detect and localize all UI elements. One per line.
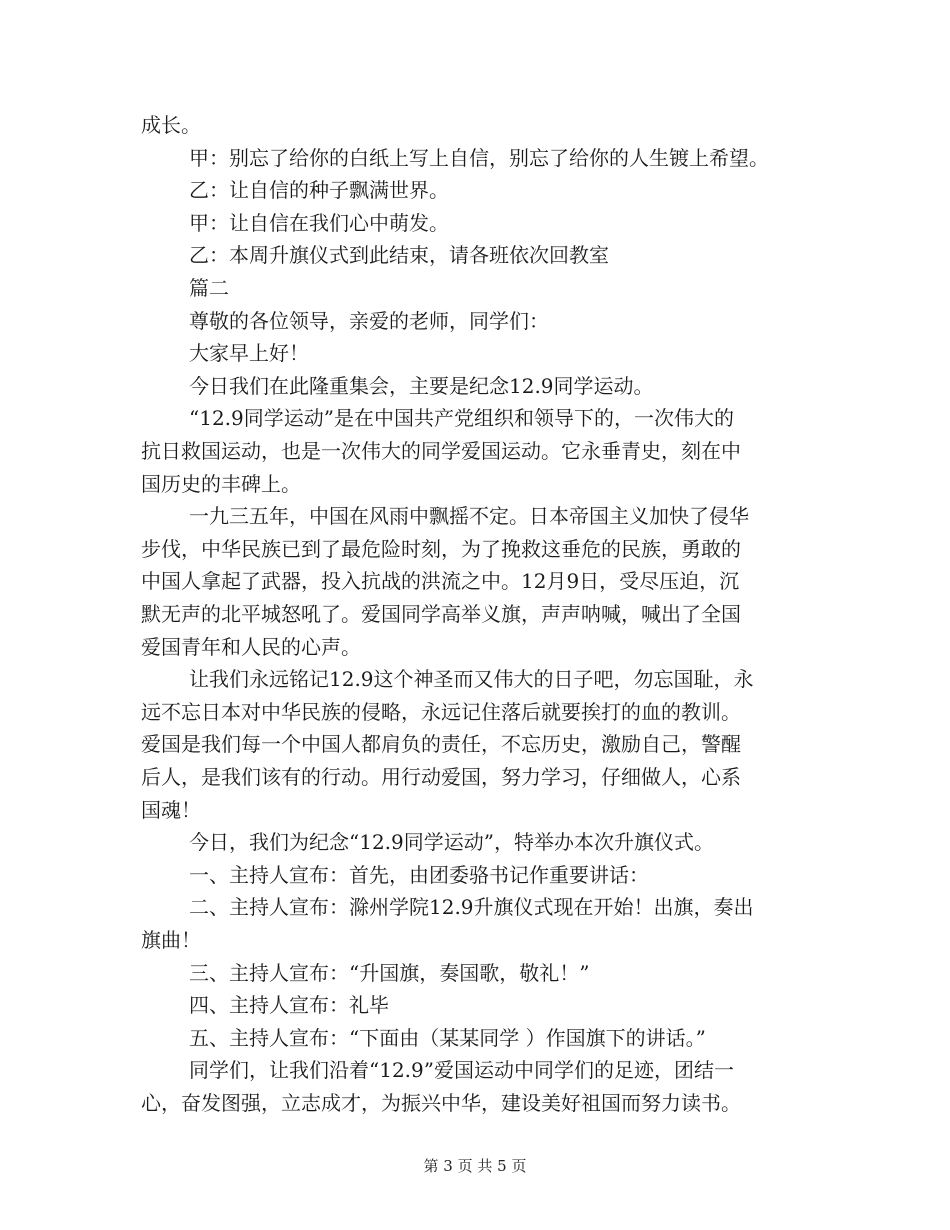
text-line: 甲：让自信在我们心中萌发。 (189, 210, 449, 235)
text-line: 今日我们在此隆重集会，主要是纪念12.9同学运动。 (189, 373, 654, 398)
text-line: 旗曲！ (141, 928, 201, 952)
text-line: “12.9同学运动”是在中国共产党组织和领导下的，一次伟大的 (189, 406, 734, 431)
text-line: 一、主持人宣布：首先，由团委骆书记作重要讲话： (189, 862, 649, 887)
text-line: 一九三五年，中国在风雨中飘摇不定。日本帝国主义加快了侵华 (189, 504, 749, 529)
text-line: 成长。 (141, 113, 201, 137)
text-line: 乙：本周升旗仪式到此结束，请各班依次回教室 (189, 243, 609, 268)
text-line: 乙：让自信的种子飘满世界。 (189, 178, 449, 203)
text-line: 今日，我们为纪念“12.9同学运动”，特举办本次升旗仪式。 (189, 830, 714, 855)
text-line: 爱国青年和人民的心声。 (141, 634, 361, 659)
text-line: 甲：别忘了给你的白纸上写上自信，别忘了给你的人生镀上希望。 (189, 145, 769, 170)
text-line: 默无声的北平城怒吼了。爱国同学高举义旗，声声呐喊，喊出了全国 (141, 602, 741, 626)
text-line: 五、主持人宣布：“下面由（某某同学 ）作国旗下的讲话。” (189, 1025, 706, 1050)
text-line: 大家早上好！ (189, 341, 309, 366)
text-line: 中国人拿起了武器，投入抗战的洪流之中。12月9日，受尽压迫，沉 (141, 569, 740, 594)
text-line: 爱国是我们每一个中国人都肩负的责任，不忘历史，激励自己，警醒 (141, 732, 741, 757)
text-line: 让我们永远铭记12.9这个神圣而又伟大的日子吧，勿忘国耻，永 (189, 667, 754, 692)
text-line: 后人，是我们该有的行动。用行动爱国，努力学习，仔细做人，心系 (141, 765, 741, 789)
text-line: 抗日救国运动，也是一次伟大的同学爱国运动。它永垂青史，刻在中 (141, 439, 741, 463)
text-line: 国魂！ (141, 797, 201, 822)
text-line: 同学们，让我们沿着“12.9”爱国运动中同学们的足迹，团结一 (189, 1058, 734, 1083)
text-line: 篇二 (189, 276, 229, 300)
text-line: 国历史的丰碑上。 (141, 471, 301, 496)
text-line: 二、主持人宣布：滁州学院12.9升旗仪式现在开始！出旗，奏出 (189, 895, 754, 920)
page-footer: 第 3 页 共 5 页 (423, 1157, 527, 1175)
text-line: 尊敬的各位领导，亲爱的老师，同学们： (189, 308, 549, 333)
text-line: 步伐，中华民族已到了最危险时刻，为了挽救这垂危的民族，勇敢的 (141, 536, 741, 561)
text-line: 四、主持人宣布：礼毕 (189, 993, 389, 1018)
text-line: 心，奋发图强，立志成才，为振兴中华，建设美好祖国而努力读书。 (141, 1091, 741, 1115)
text-line: 远不忘日本对中华民族的侵略，永远记住落后就要挨打的血的教训。 (141, 699, 741, 724)
text-line: 三、主持人宣布：“升国旗，奏国歌，敬礼！” (189, 960, 590, 985)
